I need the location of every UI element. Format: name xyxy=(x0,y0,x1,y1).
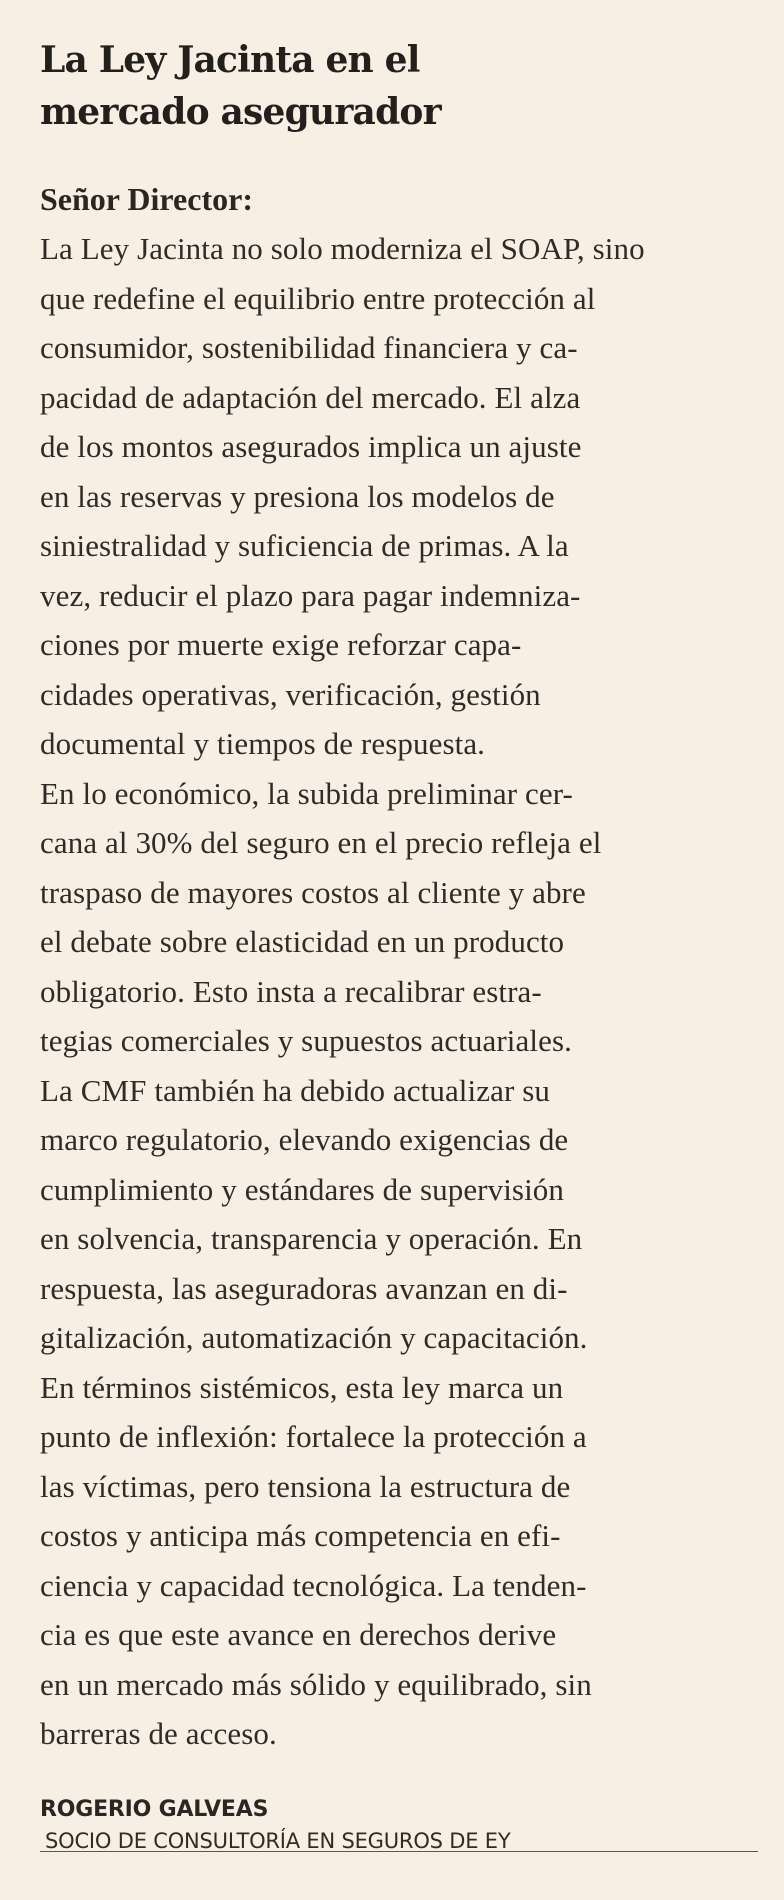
body-line: de los montos asegurados implica un ajuste xyxy=(40,429,582,464)
body-line: tegias comerciales y supuestos actuariales. xyxy=(40,1023,572,1058)
body-line: vez, reducir el plazo para pagar indemniza- xyxy=(40,577,581,613)
body-line: marco regulatorio, elevando exigencias de xyxy=(40,1122,569,1157)
title-line: mercado asegurador xyxy=(40,91,441,133)
body-line: obligatorio. Esto insta a recalibrar estra- xyxy=(40,973,542,1009)
body-line: consumidor, sostenibilidad financiera y ca- xyxy=(40,330,578,365)
body-line: cumplimiento y estándares de supervisión xyxy=(40,1171,564,1207)
author-name: ROGERIO GALVEAS xyxy=(40,1796,269,1822)
body-line: barreras de acceso. xyxy=(40,1716,277,1751)
letter-title xyxy=(40,34,754,138)
body-line: cidades operativas, verificación, gestión xyxy=(40,676,541,712)
body-line: cana al 30% del seguro en el precio refleja el xyxy=(40,825,602,860)
body-line: en las reservas y presiona los modelos de xyxy=(40,478,555,514)
body-line: En lo económico, la subida preliminar cer- xyxy=(40,775,573,811)
body-line: respuesta, las aseguradoras avanzan en di- xyxy=(40,1270,568,1306)
body-line: en solvencia, transparencia y operación. En xyxy=(40,1221,583,1256)
body-line: ciones por muerte exige reforzar capa- xyxy=(40,627,522,662)
body-line: traspaso de mayores costos al cliente y abre xyxy=(40,874,586,910)
author-role: SOCIO DE CONSULTORÍA EN SEGUROS DE EY xyxy=(45,1828,511,1853)
body-line: La CMF también ha debido actualizar su xyxy=(40,1072,550,1108)
body-line: punto de inflexión: fortalece la protección a xyxy=(40,1419,587,1454)
body-line: ciencia y capacidad tecnológica. La tenden- xyxy=(40,1567,587,1603)
bottom-divider xyxy=(40,1851,758,1852)
body-line: pacidad de adaptación del mercado. El alza xyxy=(40,379,581,415)
body-line: en un mercado más sólido y equilibrado, sin xyxy=(40,1666,592,1702)
body-line: costos y anticipa más competencia en efi- xyxy=(40,1518,561,1553)
body-line: gitalización, automatización y capacitación. xyxy=(40,1320,588,1355)
letter-body xyxy=(40,224,754,1759)
body-line: En términos sistémicos, esta ley marca un xyxy=(40,1369,564,1405)
body-line: el debate sobre elasticidad en un producto xyxy=(40,924,565,959)
body-line: las víctimas, pero tensiona la estructura de xyxy=(40,1468,571,1504)
salutation: Señor Director: xyxy=(40,181,253,217)
title-line: La Ley Jacinta en el xyxy=(40,39,420,81)
body-line: documental y tiempos de respuesta. xyxy=(40,726,486,761)
body-line: siniestralidad y suficiencia de primas. A la xyxy=(40,528,569,563)
body-line: La Ley Jacinta no solo moderniza el SOAP, sino xyxy=(40,231,645,266)
body-line: que redefine el equilibrio entre protección al xyxy=(40,280,596,316)
body-line: cia es que este avance en derechos derive xyxy=(40,1617,557,1652)
